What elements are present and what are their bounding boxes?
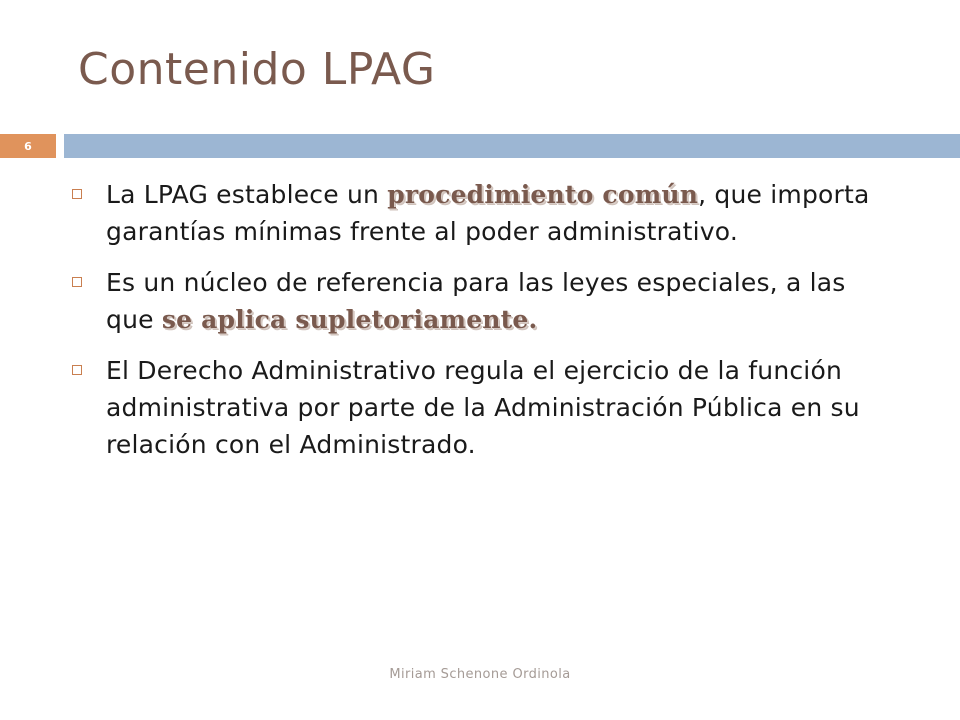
slide-title: Contenido LPAG bbox=[78, 44, 436, 95]
bullet-text-2 bbox=[106, 264, 872, 338]
bullet-text-1 bbox=[106, 176, 872, 250]
bullet-item-3 bbox=[72, 352, 872, 463]
bullet-emphasis: procedimiento común bbox=[387, 180, 699, 209]
slide-footer: Miriam Schenone Ordinola bbox=[389, 667, 571, 682]
bullet-text-post: , que importa garantías mínimas frente al poder administrativo. bbox=[106, 180, 870, 246]
rule-bar bbox=[64, 134, 960, 158]
square-bullet-icon bbox=[72, 277, 82, 287]
square-bullet-icon bbox=[72, 365, 82, 375]
square-bullet-icon bbox=[72, 189, 82, 199]
bullet-item-2 bbox=[72, 264, 872, 338]
bullet-text-3: El Derecho Administrativo regula el ejercicio de la función administrativa por parte de la Administración Pública en su relación con el Administrado. bbox=[106, 356, 860, 459]
bullet-list bbox=[72, 176, 872, 477]
bullet-emphasis: se aplica supletoriamente. bbox=[161, 305, 538, 334]
header-rule bbox=[0, 134, 960, 158]
bullet-item-1 bbox=[72, 176, 872, 250]
page-number-badge: 6 bbox=[0, 134, 56, 158]
bullet-text-pre: La LPAG establece un bbox=[106, 180, 388, 209]
bullet-text-pre: Es un núcleo de referencia para las leyes especiales, a las que bbox=[106, 268, 846, 334]
